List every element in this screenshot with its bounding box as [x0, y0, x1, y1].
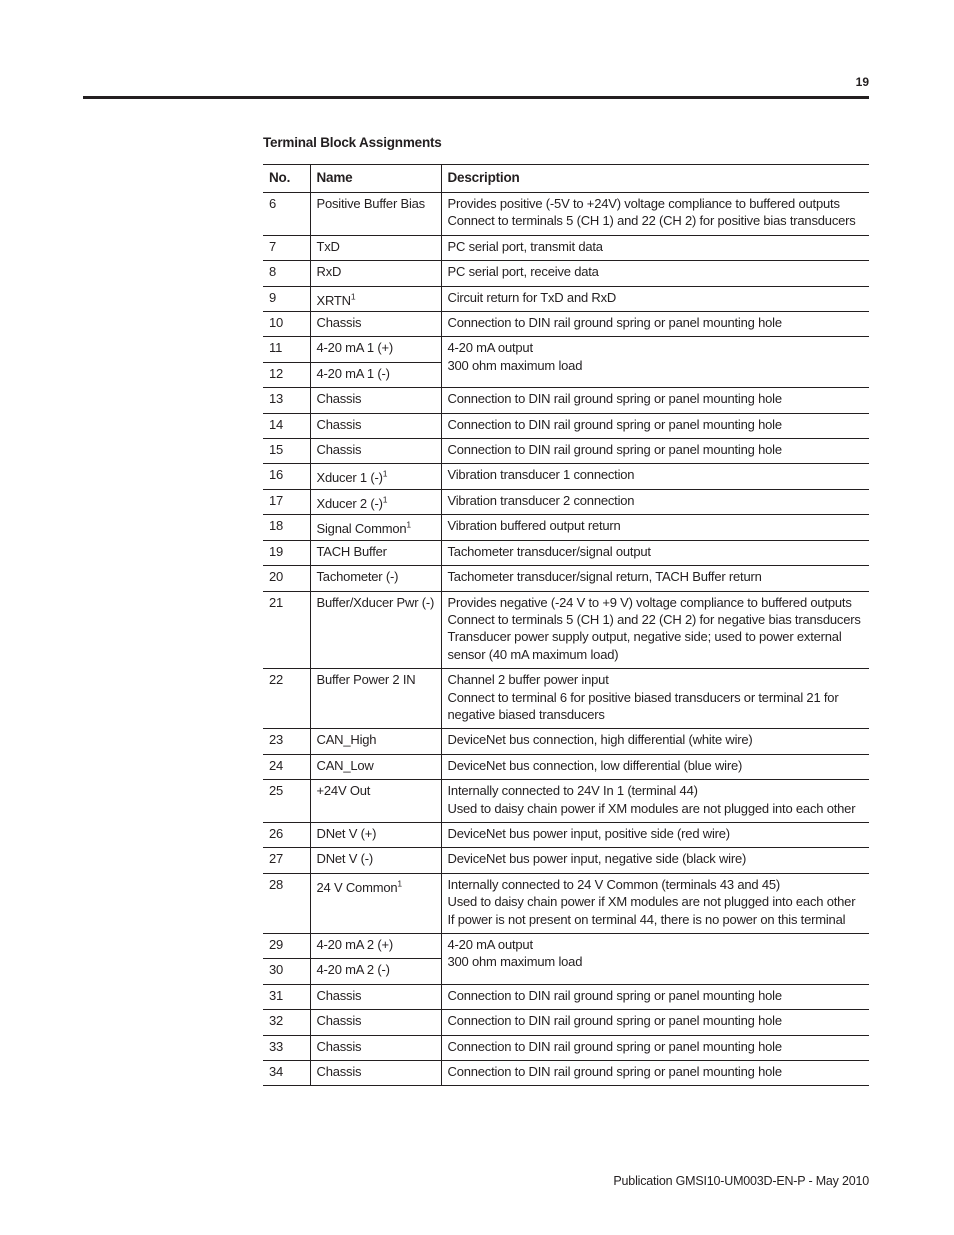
- terminal-number: 11: [263, 337, 310, 362]
- description-line: If power is not present on terminal 44, there is no power on this terminal: [447, 911, 846, 927]
- table-title: Terminal Block Assignments: [263, 135, 442, 150]
- terminal-number: 25: [263, 780, 310, 823]
- terminal-name-text: Positive Buffer Bias: [316, 196, 425, 211]
- terminal-description: [441, 439, 869, 464]
- terminal-description: [441, 848, 869, 873]
- terminal-number: 19: [263, 540, 310, 565]
- terminal-number: 23: [263, 729, 310, 754]
- description-line: Tachometer transducer/signal output: [447, 543, 651, 559]
- table-row: [263, 566, 869, 591]
- terminal-description: [441, 780, 869, 823]
- terminal-name-text: CAN_High: [316, 732, 377, 748]
- terminal-number: 29: [263, 934, 310, 959]
- terminal-name: [310, 261, 441, 286]
- description-line: DeviceNet bus connection, high differential (white wire): [447, 732, 753, 748]
- table-row: [263, 515, 869, 540]
- terminal-description: [441, 754, 869, 779]
- description-line: PC serial port, transmit data: [447, 238, 603, 254]
- terminal-description: [441, 193, 869, 236]
- description-line: PC serial port, receive data: [447, 264, 599, 280]
- description-line: 4-20 mA output: [447, 340, 533, 356]
- description-line: DeviceNet bus power input, positive side (red wire): [447, 825, 730, 841]
- footnote-marker: 1: [397, 878, 402, 889]
- terminal-number: 22: [263, 669, 310, 729]
- terminal-description: [441, 1035, 869, 1060]
- terminal-name-text: XRTN: [316, 292, 351, 308]
- terminal-name-text: Buffer/Xducer Pwr (-): [316, 594, 435, 610]
- terminal-number: 18: [263, 515, 310, 540]
- description-line: Connection to DIN rail ground spring or panel mounting hole: [447, 416, 782, 432]
- table-row: [263, 337, 869, 362]
- description-line: 4-20 mA output: [447, 937, 533, 952]
- terminal-name: [310, 489, 441, 514]
- table-row: [263, 464, 869, 489]
- terminal-name: [310, 1035, 441, 1060]
- terminal-name-text: Xducer 2 (-): [316, 495, 383, 511]
- description-line: Connection to DIN rail ground spring or panel mounting hole: [447, 315, 782, 331]
- footnote-marker: 1: [350, 291, 356, 302]
- description-line: Internally connected to 24V In 1 (terminal 44): [447, 783, 698, 799]
- terminal-name: [310, 729, 441, 754]
- publication-footer: Publication GMSI10-UM003D-EN-P - May 2010: [613, 1174, 869, 1188]
- terminal-name: [310, 464, 441, 489]
- table-row: [263, 848, 869, 873]
- table-row: [263, 780, 869, 823]
- terminal-description: [441, 729, 869, 754]
- terminal-name: [310, 312, 441, 337]
- description-line: 300 ohm maximum load: [447, 357, 583, 373]
- terminal-name: [310, 235, 441, 260]
- terminal-description: [441, 515, 869, 540]
- terminal-name-text: Chassis: [316, 1013, 362, 1029]
- table-row: [263, 822, 869, 847]
- terminal-number: 10: [263, 312, 310, 337]
- terminal-name: [310, 515, 441, 540]
- table-body: [263, 193, 869, 1086]
- terminal-number: 15: [263, 439, 310, 464]
- terminal-name-text: Chassis: [316, 442, 362, 458]
- terminal-number: 16: [263, 464, 310, 489]
- header-name: Name: [310, 165, 441, 193]
- terminal-number: 20: [263, 566, 310, 591]
- terminal-name: [310, 934, 441, 959]
- terminal-name: [310, 1010, 441, 1035]
- terminal-description: [441, 235, 869, 260]
- description-line: Provides positive (-5V to +24V) voltage compliance to buffered outputs: [447, 196, 840, 211]
- terminal-name: [310, 566, 441, 591]
- terminal-name-text: Xducer 1 (-): [316, 470, 383, 486]
- terminal-number: 26: [263, 822, 310, 847]
- table-row: [263, 754, 869, 779]
- terminal-number: 24: [263, 754, 310, 779]
- terminal-name-text: Chassis: [316, 391, 362, 407]
- terminal-number: 30: [263, 959, 310, 984]
- terminal-description: [441, 540, 869, 565]
- terminal-name-text: Tachometer (-): [316, 569, 399, 585]
- terminal-description: [441, 934, 869, 985]
- table-row: [263, 1010, 869, 1035]
- table-row: [263, 1035, 869, 1060]
- terminal-description: [441, 286, 869, 311]
- description-line: Connection to DIN rail ground spring or panel mounting hole: [447, 1064, 782, 1080]
- table-header-row: [263, 165, 869, 193]
- terminal-name: [310, 193, 441, 236]
- table-row: [263, 235, 869, 260]
- terminal-name-text: Signal Common: [316, 521, 407, 537]
- terminal-description: [441, 337, 869, 388]
- table-row: [263, 1061, 869, 1086]
- description-line: Vibration transducer 2 connection: [447, 492, 635, 508]
- terminal-block-table: [263, 164, 869, 1086]
- description-line: Connect to terminals 5 (CH 1) and 22 (CH 2) for positive bias transducers: [447, 213, 856, 229]
- terminal-name-text: 4-20 mA 1 (-): [316, 365, 390, 381]
- terminal-name: [310, 591, 441, 669]
- terminal-name: [310, 959, 441, 984]
- table-row: [263, 873, 869, 933]
- terminal-description: [441, 388, 869, 413]
- description-line: Connection to DIN rail ground spring or panel mounting hole: [447, 1013, 782, 1029]
- description-line: Transducer power supply output, negative side; used to power external sensor (40 mA maximum load): [447, 629, 842, 662]
- terminal-name: [310, 780, 441, 823]
- table-row: [263, 312, 869, 337]
- description-line: Tachometer transducer/signal return, TACH Buffer return: [447, 569, 762, 585]
- terminal-description: [441, 261, 869, 286]
- terminal-name-text: +24V Out: [316, 783, 371, 799]
- terminal-name-text: Buffer Power 2 IN: [316, 672, 416, 688]
- terminal-number: 7: [263, 235, 310, 260]
- terminal-number: 14: [263, 413, 310, 438]
- terminal-number: 13: [263, 388, 310, 413]
- table-row: [263, 388, 869, 413]
- terminal-name: [310, 669, 441, 729]
- description-line: 300 ohm maximum load: [447, 954, 583, 970]
- terminal-description: [441, 1010, 869, 1035]
- terminal-name: [310, 337, 441, 362]
- description-line: Connection to DIN rail ground spring or panel mounting hole: [447, 391, 782, 407]
- terminal-number: 6: [263, 193, 310, 236]
- description-line: Channel 2 buffer power input: [447, 672, 609, 688]
- terminal-name: [310, 873, 441, 933]
- terminal-name-text: TACH Buffer: [316, 543, 387, 559]
- terminal-name-text: 24 V Common: [316, 879, 398, 895]
- terminal-name: [310, 388, 441, 413]
- terminal-name-text: 4-20 mA 1 (+): [316, 340, 394, 356]
- table-row: [263, 413, 869, 438]
- description-line: Connection to DIN rail ground spring or panel mounting hole: [447, 1038, 782, 1054]
- terminal-name-text: TxD: [316, 238, 340, 254]
- table-row: [263, 669, 869, 729]
- description-line: Connection to DIN rail ground spring or panel mounting hole: [447, 442, 782, 458]
- terminal-description: [441, 312, 869, 337]
- terminal-number: 27: [263, 848, 310, 873]
- terminal-name: [310, 754, 441, 779]
- terminal-number: 12: [263, 362, 310, 387]
- terminal-name-text: DNet V (-): [316, 851, 374, 867]
- terminal-name: [310, 439, 441, 464]
- terminal-name: [310, 848, 441, 873]
- terminal-name-text: Chassis: [316, 987, 362, 1003]
- terminal-description: [441, 873, 869, 933]
- terminal-number: 34: [263, 1061, 310, 1086]
- table-row: [263, 439, 869, 464]
- terminal-description: [441, 822, 869, 847]
- terminal-name: [310, 540, 441, 565]
- description-line: Connect to terminals 5 (CH 1) and 22 (CH 2) for negative bias transducers: [447, 611, 861, 627]
- terminal-name-text: Chassis: [316, 315, 362, 331]
- table-row: [263, 540, 869, 565]
- footnote-marker: 1: [382, 494, 388, 505]
- terminal-number: 9: [263, 286, 310, 311]
- terminal-name-text: DNet V (+): [316, 825, 377, 841]
- table-row: [263, 729, 869, 754]
- description-line: Vibration buffered output return: [447, 518, 621, 534]
- terminal-name-text: Chassis: [316, 416, 362, 432]
- description-line: Circuit return for TxD and RxD: [447, 289, 617, 305]
- terminal-number: 17: [263, 489, 310, 514]
- table-row: [263, 591, 869, 669]
- description-line: Used to daisy chain power if XM modules are not plugged into each other: [447, 894, 856, 910]
- terminal-description: [441, 464, 869, 489]
- footnote-marker: 1: [382, 469, 388, 480]
- table-row: [263, 193, 869, 236]
- terminal-number: 32: [263, 1010, 310, 1035]
- terminal-description: [441, 566, 869, 591]
- terminal-description: [441, 591, 869, 669]
- terminal-name-text: 4-20 mA 2 (-): [316, 962, 390, 978]
- page-number: 19: [855, 75, 869, 89]
- description-line: Internally connected to 24 V Common (terminals 43 and 45): [447, 876, 781, 892]
- terminal-description: [441, 1061, 869, 1086]
- terminal-number: 31: [263, 984, 310, 1009]
- terminal-description: [441, 669, 869, 729]
- description-line: Vibration transducer 1 connection: [447, 467, 635, 483]
- header-rule: [83, 96, 869, 99]
- footnote-marker: 1: [406, 519, 411, 530]
- description-line: Connection to DIN rail ground spring or panel mounting hole: [447, 987, 782, 1003]
- terminal-name: [310, 413, 441, 438]
- terminal-name: [310, 822, 441, 847]
- terminal-description: [441, 413, 869, 438]
- table-row: [263, 934, 869, 959]
- terminal-description: [441, 489, 869, 514]
- terminal-name: [310, 984, 441, 1009]
- terminal-number: 28: [263, 873, 310, 933]
- table-row: [263, 489, 869, 514]
- table-row: [263, 984, 869, 1009]
- terminal-name-text: Chassis: [316, 1038, 362, 1054]
- terminal-name: [310, 1061, 441, 1086]
- terminal-name: [310, 362, 441, 387]
- terminal-name-text: 4-20 mA 2 (+): [316, 937, 394, 952]
- terminal-description: [441, 984, 869, 1009]
- terminal-number: 21: [263, 591, 310, 669]
- header-no: No.: [263, 165, 310, 193]
- terminal-name-text: CAN_Low: [316, 757, 374, 773]
- terminal-name: [310, 286, 441, 311]
- terminal-name-text: RxD: [316, 264, 342, 280]
- description-line: Provides negative (-24 V to +9 V) voltage compliance to buffered outputs: [447, 594, 852, 610]
- description-line: Used to daisy chain power if XM modules are not plugged into each other: [447, 800, 856, 816]
- terminal-number: 33: [263, 1035, 310, 1060]
- description-line: DeviceNet bus connection, low differential (blue wire): [447, 757, 743, 773]
- terminal-name-text: Chassis: [316, 1064, 362, 1080]
- table-row: [263, 286, 869, 311]
- description-line: DeviceNet bus power input, negative side (black wire): [447, 851, 747, 867]
- table-row: [263, 261, 869, 286]
- header-description: Description: [441, 165, 869, 193]
- terminal-number: 8: [263, 261, 310, 286]
- description-line: Connect to terminal 6 for positive biased transducers or terminal 21 for negative biased transducers: [447, 689, 839, 722]
